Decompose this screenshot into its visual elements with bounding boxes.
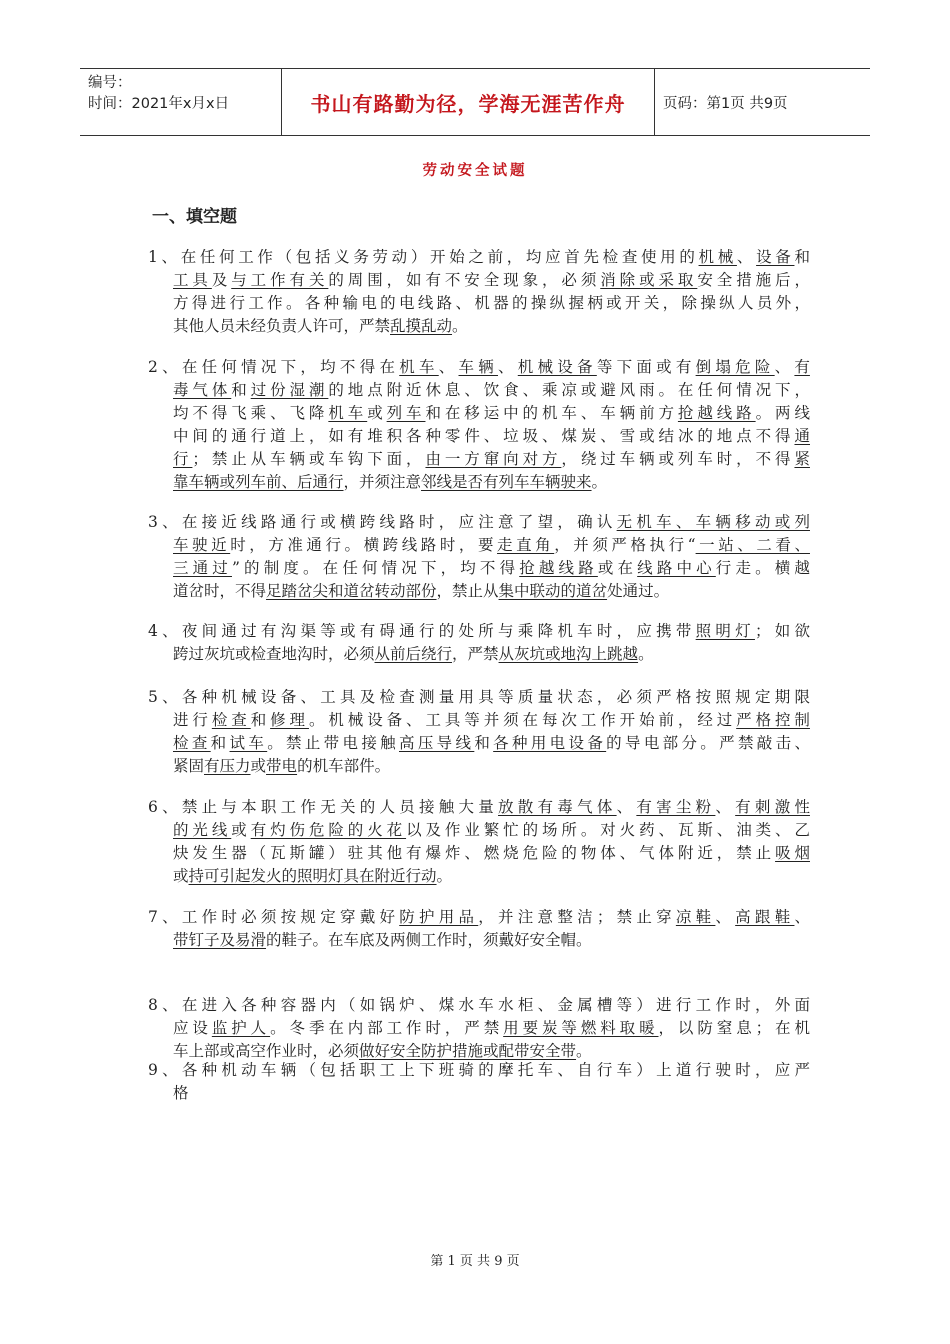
question-text: 车上部或高空作业时，必须 bbox=[173, 1042, 360, 1060]
question-line bbox=[148, 865, 810, 888]
question-text: 和在移运中的机车、车辆前方 bbox=[425, 404, 678, 422]
question-text: 方得进行工作。各种输电的电线路、机器的操纵握柄或开关，除操纵人员外， bbox=[173, 294, 810, 312]
page-header bbox=[80, 68, 870, 136]
question-text: ，并须注意 bbox=[343, 473, 422, 491]
question-text: 。冬季在内部工作时，严禁 bbox=[270, 1019, 504, 1037]
question-text: 行走。横越 bbox=[715, 559, 810, 577]
answer-blank: 从灰坑或地沟上跳越 bbox=[498, 645, 639, 663]
answer-blank: 凉鞋 bbox=[675, 908, 716, 926]
answer-blank: 有灼伤危险的火花 bbox=[250, 821, 407, 839]
question-text: 1、在任何工作（包括义务劳动）开始之前，均应首先检查使用的 bbox=[148, 248, 699, 266]
answer-blank: 由一方窜向对方 bbox=[425, 450, 562, 468]
header-meta bbox=[80, 69, 282, 135]
answer-blank: 用要炭等燃料取暖 bbox=[503, 1019, 659, 1037]
question-text: 的机车部件。 bbox=[297, 757, 391, 775]
question-text: 及 bbox=[211, 271, 232, 289]
answer-blank: 行 bbox=[173, 450, 193, 468]
answer-blank: 足踏岔尖和道岔转动部份 bbox=[266, 582, 437, 600]
answer-blank: 无机车、车辆移动或列 bbox=[616, 513, 810, 531]
answer-blank: 从前后绕行 bbox=[374, 645, 453, 663]
question-line bbox=[148, 732, 810, 755]
question-line bbox=[148, 315, 810, 338]
answer-blank: 车驶近 bbox=[173, 536, 231, 554]
date-label: 时间：2021年x月x日 bbox=[88, 96, 230, 112]
answer-blank: 检查 bbox=[211, 711, 251, 729]
question-text: 、 bbox=[616, 798, 637, 816]
question-text: 和 bbox=[210, 734, 230, 752]
answer-blank: 带电 bbox=[266, 757, 298, 775]
answer-blank: 过份湿潮 bbox=[250, 381, 329, 399]
question-line bbox=[148, 246, 810, 269]
question-text: 炔发生器（瓦斯罐）驻其他有爆炸、燃烧危险的物体、气体附近，禁止 bbox=[173, 844, 776, 862]
answer-blank: 高压导线 bbox=[399, 734, 475, 752]
answer-blank: 持可引起发火的照明灯具在附近行动 bbox=[188, 867, 437, 885]
question-text: 。 bbox=[638, 645, 654, 663]
serial-label: 编号： bbox=[88, 75, 132, 91]
question-text: 的地点附近休息、饮食、乘凉或避风雨。在任何情况下， bbox=[328, 381, 810, 399]
question-text: 时，方准通行。横跨线路时，要 bbox=[230, 536, 498, 554]
page-footer: 第 1 页 共 9 页 bbox=[430, 1254, 520, 1269]
question-line bbox=[148, 356, 810, 379]
question-line bbox=[148, 686, 810, 709]
question-text: 、 bbox=[715, 798, 736, 816]
answer-blank: 与工作有关 bbox=[231, 271, 329, 289]
answer-blank: 线路中心 bbox=[637, 559, 716, 577]
question-text: 5、各种机械设备、工具及检查测量用具等质量状态，必须严格按照规定期限 bbox=[148, 688, 810, 706]
answer-blank: 各种用电设备 bbox=[493, 734, 607, 752]
question-text: 等下面或有 bbox=[596, 358, 696, 376]
question-line bbox=[148, 1082, 810, 1105]
question-text: 安全措施后， bbox=[697, 271, 810, 289]
question-1 bbox=[148, 246, 810, 338]
question-text: 、 bbox=[438, 358, 459, 376]
question-6 bbox=[148, 796, 810, 888]
question-text: 6、禁止与本职工作无关的人员接触大量 bbox=[148, 798, 499, 816]
answer-blank: 有害尘粉 bbox=[636, 798, 716, 816]
question-line bbox=[148, 755, 810, 778]
document-title: 劳动安全试题 bbox=[422, 162, 528, 179]
question-text: 以及作业繁忙的场所。对火药、瓦斯、油类、乙 bbox=[406, 821, 810, 839]
question-text: ”的制度。在任何情况下，均不得 bbox=[231, 559, 520, 577]
question-text: ，禁止从 bbox=[436, 582, 499, 600]
question-text: 或 bbox=[367, 404, 387, 422]
header-motto: 书山有路勤为径，学海无涯苦作舟 bbox=[282, 69, 655, 135]
question-9 bbox=[148, 1059, 810, 1105]
question-text: ，绕过车辆或列车时，不得 bbox=[561, 450, 795, 468]
question-text: 。机械设备、工具等并须在每次工作开始前，经过 bbox=[308, 711, 737, 729]
question-line bbox=[148, 511, 810, 534]
question-3 bbox=[148, 511, 810, 603]
header-page-info: 页码：第1页 共9页 bbox=[663, 95, 788, 112]
question-text: 。 bbox=[436, 867, 453, 885]
answer-blank: 一站、二看、 bbox=[695, 536, 810, 554]
answer-blank: 高跟鞋 bbox=[735, 908, 795, 926]
question-text: 进行 bbox=[173, 711, 212, 729]
answer-blank: 工具 bbox=[173, 271, 212, 289]
question-5 bbox=[148, 686, 810, 778]
question-text: ；禁止从车辆或车钩下面， bbox=[192, 450, 426, 468]
answer-blank: 乱摸乱动 bbox=[390, 317, 453, 335]
question-line bbox=[148, 819, 810, 842]
question-text: 、 bbox=[736, 248, 757, 266]
answer-blank: 严格控制 bbox=[736, 711, 810, 729]
question-line bbox=[148, 269, 810, 292]
question-text: ；如欲 bbox=[754, 622, 810, 640]
question-line bbox=[148, 709, 810, 732]
question-text: 跨过灰坑或检查地沟时，必须 bbox=[173, 645, 375, 663]
question-text: 。 bbox=[452, 317, 468, 335]
answer-blank: 修理 bbox=[270, 711, 309, 729]
answer-blank: 靠车辆或列车前、后通行 bbox=[173, 473, 344, 491]
answer-blank: 的光线 bbox=[173, 821, 232, 839]
question-text: 均不得飞乘、飞降 bbox=[173, 404, 329, 422]
answer-blank: 抢越线路 bbox=[677, 404, 756, 422]
question-text: 。 bbox=[591, 473, 608, 491]
question-text: 的导电部分。严禁敲击、 bbox=[606, 734, 810, 752]
answer-blank: 倒塌危险 bbox=[695, 358, 775, 376]
answer-blank: 带钉子及易滑 bbox=[173, 931, 267, 949]
question-line bbox=[148, 292, 810, 315]
question-line bbox=[148, 929, 810, 952]
question-text: 和 bbox=[250, 711, 271, 729]
question-text: 7、工作时必须按规定穿戴好 bbox=[148, 908, 400, 926]
answer-blank: 毒气体 bbox=[173, 381, 232, 399]
question-text: 。两线 bbox=[755, 404, 810, 422]
question-line bbox=[148, 534, 810, 557]
answer-blank: 机械设备 bbox=[517, 358, 597, 376]
question-line bbox=[148, 471, 810, 494]
answer-blank: 通 bbox=[794, 427, 810, 445]
question-line bbox=[148, 379, 810, 402]
question-line bbox=[148, 402, 810, 425]
question-line bbox=[148, 643, 810, 666]
answer-blank: 机车 bbox=[399, 358, 439, 376]
question-text: 的鞋子。在车底及两侧工作时，须戴好安全帽。 bbox=[266, 931, 592, 949]
question-line bbox=[148, 580, 810, 603]
question-4 bbox=[148, 620, 810, 666]
question-text: 或在 bbox=[597, 559, 638, 577]
question-text: 或 bbox=[173, 867, 189, 885]
answer-blank: 照明灯 bbox=[695, 622, 755, 640]
answer-blank: 吸烟 bbox=[775, 844, 810, 862]
question-text: 和 bbox=[231, 381, 251, 399]
answer-blank: 监护人 bbox=[211, 1019, 271, 1037]
question-text: ，以防窒息；在机 bbox=[658, 1019, 810, 1037]
question-line bbox=[148, 1017, 810, 1040]
question-2 bbox=[148, 356, 810, 494]
question-text: 应设 bbox=[173, 1019, 212, 1037]
question-text: 道岔时，不得 bbox=[173, 582, 267, 600]
question-text: 处通过。 bbox=[607, 582, 670, 600]
question-text: 2、在任何情况下，均不得在 bbox=[148, 358, 400, 376]
answer-blank: 机车 bbox=[328, 404, 368, 422]
question-line bbox=[148, 620, 810, 643]
answer-blank: 设备 bbox=[756, 248, 795, 266]
answer-blank: 紧 bbox=[794, 450, 810, 468]
answer-blank: 邻线是否有列车车辆驶来 bbox=[421, 473, 592, 491]
answer-blank: 抢越线路 bbox=[519, 559, 598, 577]
question-text: 、 bbox=[794, 908, 810, 926]
question-line bbox=[148, 906, 810, 929]
answer-blank: 列车 bbox=[386, 404, 426, 422]
answer-blank: 放散有毒气体 bbox=[498, 798, 617, 816]
question-text: 或 bbox=[250, 757, 267, 775]
answer-blank: 三通过 bbox=[173, 559, 232, 577]
question-7 bbox=[148, 906, 810, 952]
answer-blank: 试车 bbox=[229, 734, 268, 752]
question-line bbox=[148, 1059, 810, 1082]
section-heading: 一、填空题 bbox=[152, 207, 237, 227]
answer-blank: 集中联动的道岔 bbox=[498, 582, 608, 600]
question-line bbox=[148, 425, 810, 448]
question-text: 的周围，如有不安全现象，必须 bbox=[328, 271, 601, 289]
question-text: 4、夜间通过有沟渠等或有碍通行的处所与乘降机车时，应携带 bbox=[148, 622, 696, 640]
question-text: ，严禁 bbox=[452, 645, 499, 663]
question-text: 格 bbox=[173, 1084, 189, 1102]
answer-blank: 有压力 bbox=[204, 757, 251, 775]
answer-blank: 机械 bbox=[698, 248, 737, 266]
answer-blank: 有刺激性 bbox=[735, 798, 810, 816]
question-text: 和 bbox=[794, 248, 810, 266]
question-line bbox=[148, 994, 810, 1017]
question-text: 中间的通行道上，如有堆积各种零件、垃圾、煤炭、雪或结冰的地点不得 bbox=[173, 427, 795, 445]
question-text: 、 bbox=[498, 358, 518, 376]
answer-blank: 防护用品 bbox=[399, 908, 479, 926]
question-text: 或 bbox=[231, 821, 251, 839]
answer-blank: 检查 bbox=[173, 734, 211, 752]
answer-blank: 有 bbox=[794, 358, 810, 376]
answer-blank: 走直角 bbox=[497, 536, 555, 554]
question-text: 和 bbox=[474, 734, 494, 752]
question-text: 3、在接近线路通行或横跨线路时，应注意了望，确认 bbox=[148, 513, 617, 531]
question-text: 其他人员未经负责人许可，严禁 bbox=[173, 317, 391, 335]
question-text: 。禁止带电接触 bbox=[267, 734, 399, 752]
question-text: 9、各种机动车辆（包括职工上下班骑的摩托车、自行车）上道行驶时，应严 bbox=[148, 1061, 810, 1079]
question-line bbox=[148, 796, 810, 819]
question-line bbox=[148, 448, 810, 471]
question-text: 。 bbox=[576, 1042, 592, 1060]
question-text: 、 bbox=[774, 358, 795, 376]
question-text: 、 bbox=[715, 908, 736, 926]
question-text: 紧固 bbox=[173, 757, 205, 775]
answer-blank: 做好安全防护措施或配带安全带 bbox=[359, 1042, 577, 1060]
question-8 bbox=[148, 994, 810, 1063]
answer-blank: 消除或采取 bbox=[600, 271, 698, 289]
question-text: ，并注意整洁；禁止穿 bbox=[478, 908, 676, 926]
question-text: ，并须严格执行“ bbox=[554, 536, 696, 554]
question-line bbox=[148, 557, 810, 580]
answer-blank: 车辆 bbox=[458, 358, 499, 376]
question-text: 8、在进入各种容器内（如锅炉、煤水车水柜、金属槽等）进行工作时，外面 bbox=[148, 996, 810, 1014]
question-line bbox=[148, 842, 810, 865]
